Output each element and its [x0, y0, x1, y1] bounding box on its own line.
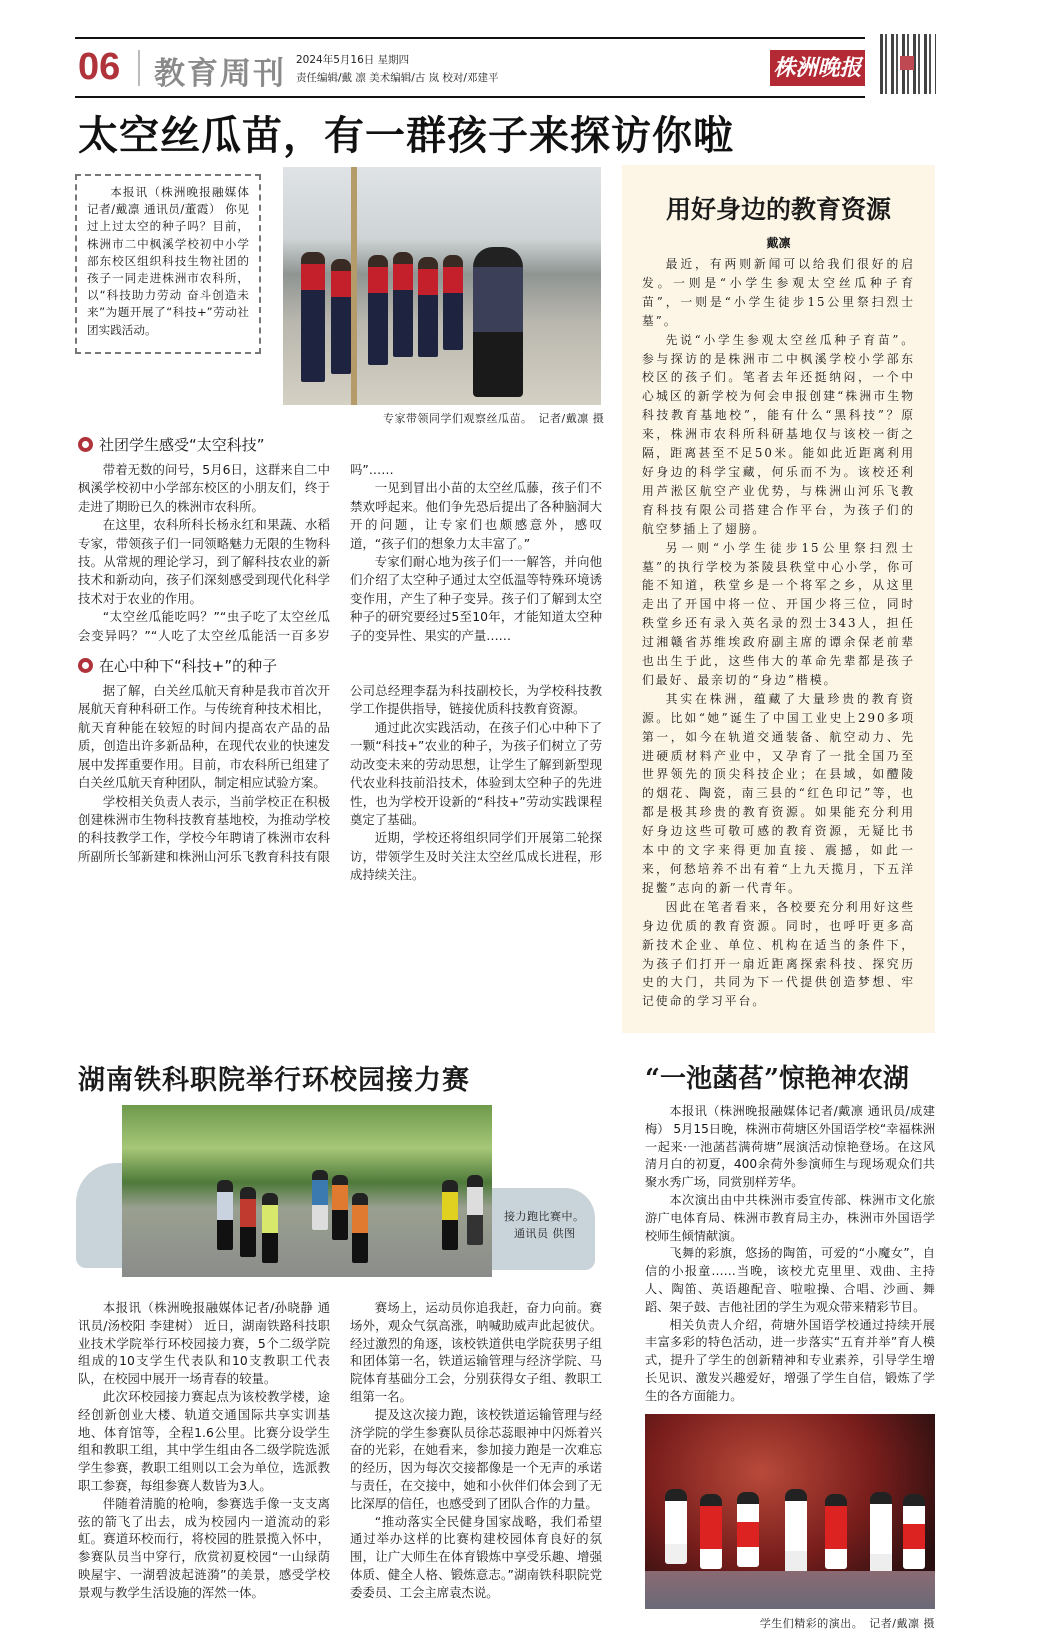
paragraph: 据了解，白关丝瓜航天育种是我市首次开展航天育种科研工作。与传统育种技术相比，航天育种能在较短的时间内提高农产品的品质，创造出许多新品种，在现代农业的快速发展中发挥重要作用。目前，市农科所已组建了白关丝瓜航天育种团队，制定相应试验方案。 [78, 683, 330, 791]
article-body [645, 1103, 935, 1406]
paragraph: 在这里，农科所科长杨永红和果蔬、水稻专家，带领孩子们一同领略魅力无限的生物科技。从常规的理论学习，到了解科技农业的新技术和新动向，孩子们深刻感受到现代化科学技术对于农业的作用。 [78, 517, 330, 606]
paragraph: 伴随着清脆的枪响，参赛选手像一支支离弦的箭飞了出去，成为校园内一道流动的彩虹。赛道环校而行，将校园的胜景揽入怀中，参赛队员当中穿行，欣赏初夏校园“一山绿荫映屋宇、一湖碧波起涟漪”的美景，感受学校景观与教学生活设施的浑然一体。 [78, 1495, 330, 1600]
greenhouse-photo [283, 167, 601, 405]
paragraph: 通过此次实践活动，在孩子们心中种下了一颗“科技+”农业的种子，为孩子们树立了劳动改变未来的劳动思想，让学生了解到新型现代农业科技前沿技术，体验到太空种子的先进性，也为学校开设新的“科技+”劳动实践课程奠定了基础。 [350, 719, 602, 827]
qr-code-icon [880, 34, 936, 94]
decor-swoosh [76, 1163, 126, 1268]
commentary-title: 用好身边的教育资源 [665, 195, 891, 224]
subheading [78, 655, 602, 676]
story-headline: “一池菡萏”惊艳神农湖 [645, 1064, 909, 1094]
paragraph: 最近，有两则新闻可以给我们很好的启发。一则是“小学生参观太空丝瓜种子育苗”，一则是“小学生徒步15公里祭扫烈士墓”。 [642, 257, 915, 328]
paragraph: “太空丝瓜能吃吗？”“虫子吃了太空丝瓜会变异吗？”“人吃了太空丝瓜能活一百多岁吗”…… [78, 462, 394, 643]
photo-credit: 通讯员 供图 [514, 1227, 576, 1240]
photo-area [78, 1105, 602, 1281]
paragraph: 近期，学校还将组织同学们开展第二轮探访，带领学生及时关注太空丝瓜成长进程，形成持续关注。 [350, 830, 602, 883]
page-number: 06 [78, 46, 121, 88]
paragraph: 因此在笔者看来，各校要充分利用好这些身边优质的教育资源。同时，也呼吁更多高新技术企业、单位、机构在适当的条件下，为孩子们打开一扇近距离探索科技、探究历史的大门，共同为下一代提供创造梦想、牢记使命的学习平台。 [642, 899, 915, 1009]
lead-box: 本报讯（株洲晚报融媒体记者/戴凛 通讯员/董霞） 你见过上过太空的种子吗？目前，株洲市二中枫溪学校初中小学部东校区组织科技生物社团的孩子一同走进株洲市农科所，以“科技助力劳动 奋斗创造未来”为题开展了“科技+”劳动社团实践活动。 [75, 174, 261, 354]
newspaper-logo: 株洲晚报 [770, 50, 865, 86]
paragraph: 本报讯（株洲晚报融媒体记者/孙晓静 通讯员/汤校阳 李建树） 近日，湖南铁路科技职业技术学院举行环校园接力赛，5个二级学院组成的10支学生代表队和10支教职工代表队，在校园中展开一场青春的较量。 [78, 1300, 330, 1387]
bullet-icon [78, 437, 93, 452]
article-body [78, 1299, 602, 1602]
paragraph: 提及这次接力跑，该校铁道运输管理与经济学院的学生参赛队员徐芯蕊眼神中闪烁着兴奋的光彩，在她看来，参加接力跑是一次难忘的经历，因为每次交接都像是一个无声的承诺与责任，在交接中，她和小伙伴们体会到了无比深厚的信任，也感受到了团队合作的力量。 [350, 1406, 602, 1511]
paragraph: 学校相关负责人表示，当前学校正在积极创建株洲市生物科技教育基地校，为推动学校的科技教学工作，学校今年聘请了株洲市农科所副所长邹新建和株洲山河乐飞教育科技有限公司总经理李磊为科技副校长，为学校科技教学工作提供指导，链接优质科技教育资源。 [78, 683, 602, 864]
commentary-author: 戴凛 [766, 236, 791, 250]
bullet-icon [78, 658, 93, 673]
subheading [78, 434, 602, 455]
paragraph: 赛场上，运动员你追我赶，奋力向前。赛场外，观众气氛高涨，呐喊助威声此起彼伏。经过激烈的角逐，该校铁道供电学院获男子组和团体第一名，铁道运输管理与经济学院、马院体育基础分工会，分别获得女子组、教职工组第一名。 [350, 1300, 602, 1404]
commentary-box [622, 165, 935, 1033]
paragraph: 带着无数的问号，5月6日，这群来自二中枫溪学校初中小学部东校区的小朋友们，终于走进了期盼已久的株洲市农科所。 [78, 462, 330, 514]
issue-date: 2024年5月16日 星期四 [296, 54, 410, 66]
story-headline: 太空丝瓜苗，有一群孩子来探访你啦 [78, 113, 734, 159]
performance-story [645, 1048, 935, 1631]
story-headline: 湖南铁科职院举行环校园接力赛 [78, 1065, 470, 1096]
paragraph: 飞舞的彩旗，悠扬的陶笛，可爱的“小魔女”，自信的小报童……当晚，该校尤克里里、戏曲、主持人、陶笛、英语趣配音、啦啦操、合唱、沙画、舞蹈、架子鼓、吉他社团的学生为观众带来精彩节目。 [645, 1246, 935, 1314]
photo-caption: 学生们精彩的演出。 记者/戴凛 摄 [759, 1616, 935, 1630]
paragraph: 一见到冒出小苗的太空丝瓜藤，孩子们不禁欢呼起来。他们争先恐后提出了各种脑洞大开的问题，让专家们也颇感意外，感叹道，“孩子们的想象力太丰富了。” [350, 480, 602, 551]
paragraph: 其实在株洲，蕴藏了大量珍贵的教育资源。比如“她”诞生了中国工业史上290多项第一，如今在轨道交通装备、航空动力、先进硬质材料产业中，又孕育了一批全国乃至世界领先的顶尖科技企业；在县域，如醴陵的烟花、陶瓷，南三县的“红色印记”等，也都是极其珍贵的教育资源。如果能充分利用好身边这些可敬可感的教育资源，无疑比书本中的文字来得更加直接、震撼，如此一来，何愁培养不出有着“上九天揽月，下五洋捉鳖”志向的新一代青年。 [642, 691, 915, 895]
paragraph: 本报讯（株洲晚报融媒体记者/戴凛 通讯员/成建梅） 5月15日晚，株洲市荷塘区外国语学校“幸福株洲一起来·一池菡萏满荷塘”展演活动惊艳登场。在这风清月白的初夏，400余荷外参演师生与现场观众们共聚水秀广场，同赏别样芳华。 [645, 1104, 935, 1190]
subheading-text: 在心中种下“科技+”的种子 [99, 657, 278, 676]
paragraph: 此次环校园接力赛起点为该校教学楼，途经创新创业大楼、轨道交通国际共享实训基地、体育馆等，全程1.6公里。比赛分设学生组和教职工组，其中学生组由各二级学院选派学生参赛，教职工组则以工会为单位，选派教职工参赛，每组参赛人数皆为3人。 [78, 1388, 330, 1493]
subheading-text: 社团学生感受“太空科技” [99, 436, 265, 454]
photo-caption: 专家带领同学们观察丝瓜苗。 记者/戴凛 摄 [383, 412, 605, 425]
paragraph: “推动落实全民健身国家战略，我们希望通过举办这样的比赛构建校园体育良好的氛围，让广大师生在体育锻炼中享受乐趣、增强体质、健全人格、锻炼意志。”湖南铁科职院党委委员、工会主席袁杰说。 [350, 1513, 602, 1600]
photo-caption: 接力跑比赛中。 [504, 1210, 585, 1223]
paragraph: 本次演出由中共株洲市委宣传部、株洲市文化旅游广电体育局、株洲市教育局主办，株洲市外国语学校师生倾情献演。 [645, 1192, 935, 1243]
commentary-body [642, 255, 915, 1011]
relay-story [78, 1048, 602, 1602]
paragraph: 另一则“小学生徒步15公里祭扫烈士墓”的执行学校为茶陵县秩堂中心小学，你可能不知道，秩堂乡是一个将军之乡，从这里走出了开国中将一位、开国少将三位，同时秩堂乡还有录入英名录的烈士343人，担任过湘赣省苏维埃政府副主席的谭余保老前辈也出生于此，这些伟大的革命先辈都是孩子们最好、最亲切的“身边”楷模。 [642, 540, 915, 687]
article-body [78, 682, 602, 884]
bottom-section [0, 1048, 1039, 1631]
story-body-area [78, 430, 602, 885]
editor-credits: 责任编辑/戴 凛 美术编辑/古 岚 校对/邓建平 [296, 72, 499, 84]
article-body [78, 461, 602, 645]
paragraph: 相关负责人介绍，荷塘外国语学校通过持续开展丰富多彩的特色活动，进一步落实“五育并举”育人模式，提升了学生的创新精神和专业素养，引导学生增长见识、激发兴趣爱好，增强了学生自信，锻炼了学生的各方面能力。 [645, 1317, 935, 1403]
header-bottom-rule [75, 96, 865, 98]
divider [138, 50, 140, 86]
performance-photo [645, 1414, 935, 1609]
paragraph: 专家们耐心地为孩子们一一解答，并向他们介绍了太空种子通过太空低温等特殊环境诱变作用，产生了种子变异。孩子们了解到太空种子的研究要经过5至10年，才能知道太空种子的变异性、果实的产量…… [350, 554, 602, 643]
top-rule [75, 37, 865, 39]
relay-race-photo [122, 1105, 492, 1277]
paragraph: 先说“小学生参观太空丝瓜种子育苗”。参与探访的是株洲市二中枫溪学校小学部东校区的孩子们。笔者去年还挺纳闷，一个中心城区的新学校为何会申报创建“株洲市生物科技教育基地校”，能有什么“黑科技”？原来，株洲市农科所科研基地仅与该校一街之隔，距离甚至不足50米。能如此近距离利用好身边的科学宝藏，何乐而不为。该校还利用芦淞区航空产业优势，与株洲山河乐飞教育科技有限公司搭建合作平台，为孩子们的航空梦插上了翅膀。 [642, 332, 915, 536]
section-name: 教育周刊 [154, 56, 286, 92]
